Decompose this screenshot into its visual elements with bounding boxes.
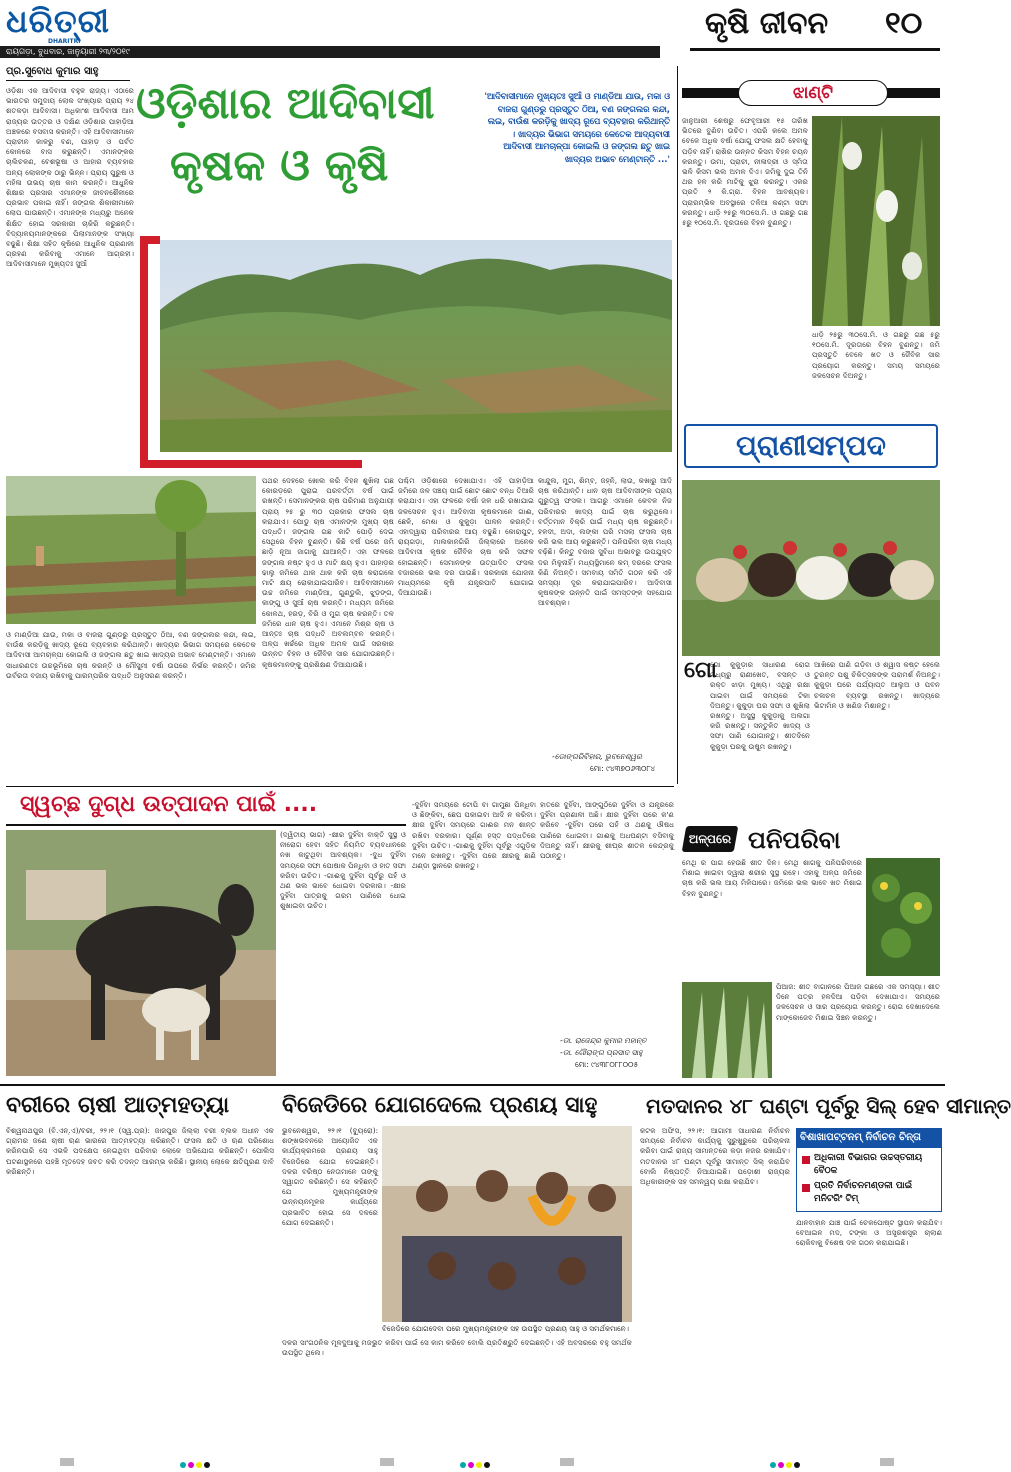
livestock-text-1: ଗୋ କୁକୁଡ଼ାର ସାଧାରଣ ରୋଗ ମଧ୍ୟରୁ ରାଣୀଖେତ, ବସନ୍ତ ଓ ରକ୍ତ ଝାଡ଼ା ମୁଖ୍ୟ। ଏଥିରୁ ରକ୍ଷା ପାଇବା ପାଇଁ ସମୟରେ ଟିକା ଦିଅନ୍ତୁ। କୁକୁଡ଼ା ଘର ସଫା ଓ ଶୁଖିଲା ରଖନ୍ତୁ। ଅସୁସ୍ଥ କୁକୁଡ଼ାକୁ ଅଲଗା କରି ରଖନ୍ତୁ। ସନ୍ତୁଳିତ ଖାଦ୍ୟ ଓ ସଫା ପାଣି ଯୋଗାନ୍ତୁ। ଶୀତଦିନେ କୁକୁଡ଼ା ଘରକୁ ଉଷୁମ ରଖନ୍ତୁ। <box>710 660 810 751</box>
news-text-2: ଭୁବନେଶ୍ୱର, ୨୨।୧ (ବ୍ୟୁରୋ): ଶଙ୍ଖଭବନରେ ଆୟୋଜିତ ଏକ କାର୍ଯ୍ୟକ୍ରମରେ ପ୍ରଣୟ ସାହୁ ବିଜେଡିରେ ଯୋଗ ଦେଇଛନ୍ତି। ଦଳର ବରିଷ୍ଠ ନେତାମାନେ ତାଙ୍କୁ ସ୍ୱାଗତ କରିଛନ୍ତି। ସେ କହିଛନ୍ତି ଯେ ମୁଖ୍ୟମନ୍ତ୍ରୀଙ୍କ ଉନ୍ନୟନମୂଳକ କାର୍ଯ୍ୟରେ ପ୍ରଭାବିତ ହୋଇ ସେ ଦଳରେ ଯୋଗ ଦେଇଛନ୍ତି। <box>282 1126 378 1227</box>
onion-text: ପିଆଜ: ଶୀତ ବାଗାନରେ ପିଆଜ ଗଛରେ ଏକ ସମସ୍ୟା। ଶୀତ ଦିନେ ପତ୍ର ହଳଦିଆ ପଡ଼ିବା ଦେଖାଯାଏ। ସମୟରେ ଜଳସେଚନ ଓ ସାର ପ୍ରୟୋଗ କରନ୍ତୁ। ରୋଗ ଦେଖାଦେଲେ ମାଙ୍କୋଜେବ ମିଶାଇ ସିଞ୍ଚନ କରନ୍ତୁ। <box>776 982 940 1022</box>
lead-column-1: ଓଡ଼ିଶା ଏକ ଆଦିବାସୀ ବହୁଳ ରାଜ୍ୟ। ଏଠାରେ ଭାରତର ସମୁଦାୟ ଲୋକ ସଂଖ୍ୟାର ପ୍ରାୟ ୨୪ ଶତକଡ଼ା ଆଦିବାସୀ। ଅଧିକାଂଶ ଆଦିବାସୀ ଆମ ରାଜ୍ୟର ଉତ୍ତର ଓ ଦକ୍ଷିଣ ଓଡ଼ିଶାର ପାହାଡ଼ିଆ ଅଞ୍ଚଳରେ ବସବାସ କରନ୍ତି। ଏହି ଆଦିବାସୀମାନେ ପ୍ରାଚୀନ କାଳରୁ ବଣ, ପାହାଡ଼ ଓ ପର୍ବତ କୋଳରେ ବାସ କରୁଛନ୍ତି। ଏମାନଙ୍କର ଚାଲିଚଳଣ, ବେଶଭୂଷା ଓ ଆହାର ବ୍ୟବହାର ଅନ୍ୟ ଲୋକଙ୍କ ଠାରୁ ଭିନ୍ନ। ପ୍ରାୟ ପୁରୁଷ ଓ ମହିଳା ଉଭୟ ଚାଷ କାମ କରନ୍ତି। ଆଧୁନିକ ଶିକ୍ଷାର ପ୍ରସାର ଏମାନଙ୍କ ଜୀବନଶୈଳୀରେ ପ୍ରଭାବ ପକାଇ ନାହିଁ। ଜଙ୍ଗଲ ଶିକାରୀମାନେ ଲୋପ ପାଉଛନ୍ତି। ଏମାନଙ୍କ ମଧ୍ୟରୁ ଅନେକ ଶିକ୍ଷିତ ହୋଇ ସରକାରୀ ଚାକିରି କରୁଛନ୍ତି। ବିଦ୍ୟାଳୟମାନଙ୍କରେ ପିଲାମାନଙ୍କ ସଂଖ୍ୟା ବଢୁଛି। ଶିକ୍ଷା ସହିତ କୃଷିରେ ଆଧୁନିକ ପ୍ରଣାଳୀ ଗ୍ରହଣ କରିବାକୁ ଏମାନେ ଆଗ୍ରହୀ। ଆଦିବାସୀମାନେ ମୁଖ୍ୟତଃ ସୁଆଁ <box>6 86 134 269</box>
column-rule-right <box>677 66 678 784</box>
print-marks <box>0 1452 945 1472</box>
byline-rule <box>6 80 130 81</box>
lead-column-1b: ଓ ମାଣ୍ଡିଆ ଯାଉ, ମକା ଓ ବାଜରା ଗୁଣ୍ଡରୁ ପ୍ରସ୍ତୁତ ଠିଆ, ବଣ ଜଙ୍ଗଲର କନ୍ଦା, ଲଇ, ବାଉଁଶ କରଡ଼ିକୁ ଖାଦ୍ୟ ରୂପେ ବ୍ୟବହାର କରିଥାନ୍ତି। ଖାଦ୍ୟର ଭିଭାଗ ସମୟରେ କେତେକ ଆଦିବାସୀ ଆମଚାଳ୍ପା କୋଇଲି ଓ ଜଙ୍ଗଲ ଛତୁ ଖାଇ ଖାଦ୍ୟର ଅଭାବ ମେଣ୍ଟାନ୍ତି। ଏମାନେ ସାଧାରଣତଃ ଉଚ୍ଚଭୂମିରେ ଚାଷ କରନ୍ତି ଓ ମୌସୁମୀ ବର୍ଷା ଉପରେ ନିର୍ଭର କରନ୍ତି। ଜମିର ଉର୍ବରତା ବଜାୟ ରଖିବାକୁ ପାରମ୍ପରିକ ପଦ୍ଧତି ଅନୁସରଣ କରନ୍ତି। <box>6 630 256 680</box>
logo-subtitle: DHARITRI <box>48 38 81 45</box>
logo: ଧରିତ୍ରୀ <box>6 2 110 40</box>
election-box-item-1: ଅଧିକାରୀ ବିଭାଗର ଉଚ୍ଚସ୍ତରୀୟ ବୈଠକ <box>814 1153 923 1176</box>
lead-column-3: ପଶ୍ଚିମ ଓଡ଼ିଶାରେ ଦେଖାଯାଏ। ଏହି ପାହାଡ଼ିଆ ଜମିରେ ଜଳ ସଞ୍ଚୟ ପାଇଁ ଛୋଟ ଛୋଟ ବନ୍ଧ ତିଆରି କରାଯାଏ। ଏହା ଫଳରେ ବର୍ଷା ଜଳ ଧରି ରଖାଯାଇ ଜଳସେଚନ ହୁଏ। ଆଦିବାସୀ କୃଷକମାନେ ଗାଈ, ଛେଳି, ମେଣ୍ଢା ଓ କୁକୁଡ଼ା ପାଳନ କରନ୍ତି। ଏହାଦ୍ୱାରା ପରିବାରର ଆୟ ବଢୁଛି। କୋରାପୁଟ, ରାୟଗଡ଼ା, ମାଲକାନଗିରି ଜିଲ୍ଲାରେ ଅନେକ ଆଦିବାସୀ କୃଷକ ଜୈବିକ ଚାଷ କରି ସଫଳ ହୋଇଛନ୍ତି। ସେମାନଙ୍କ ଉତ୍ପାଦିତ ଫସଲ ବଜାରରେ ଭଲ ଦର ପାଉଛି। ସରକାରୀ ଯୋଜନା ମାଧ୍ୟମରେ କୃଷି ଯନ୍ତ୍ରପାତି ଯୋଗାଇ ଦିଆଯାଉଛି। <box>398 476 534 598</box>
bjd-photo-caption: ବିଜେଡିରେ ଯୋଗଦେବା ପରେ ମୁଖ୍ୟମନ୍ତ୍ରୀଙ୍କ ସହ ଉପସ୍ଥିତ ପ୍ରଣୟ ସାହୁ ଓ ସମର୍ଥକମାନେ। <box>382 1324 629 1333</box>
news-headline-1: ବରୀରେ ଚାଷୀ ଆତ୍ମହତ୍ୟା <box>6 1093 230 1118</box>
fenugreek-photo <box>866 858 940 976</box>
millet-photo <box>812 116 940 326</box>
bjd-photo <box>382 1126 632 1322</box>
dairy-column-2: -ଦୁହିଁବା ସମୟରେ ଟୋପି ବା ଗାମୁଛା ପିନ୍ଧିବା ଓ ଛିଙ୍କିବା, ଛେପ ପକାଇବା ଆଦି ନ କରିବା। କ୍ଷୀର ଦୁହିଁବା ସମୟରେ ଗାଈର ମନ ଶାନ୍ତ ରଖିବା ଦରକାର। ପୂର୍ଣ୍ଣ ହସ୍ତ ପଦ୍ଧତିରେ ଦୁହିଁବା ଉଚିତ। -ଗାଈକୁ ଦୁହିଁବା ପୂର୍ବରୁ ଏଗୁଡ଼ିକ ମନେ ରଖନ୍ତୁ। -ଦୁହିଁବା ପରେ କ୍ଷୀରକୁ ଛାଣି ଥଣ୍ଡା ସ୍ଥାନରେ ରଖନ୍ତୁ। <box>412 800 536 871</box>
veg-tag: ଅଳ୍ପରେ <box>688 832 732 846</box>
lead-quote: 'ଆଦିବାସୀମାନେ ମୁଖ୍ୟତଃ ସୁଆଁ ଓ ମାଣ୍ଡିଆ ଯାଉ, ମକା ଓ ବାଜରା ଗୁଣ୍ଡରୁ ପ୍ରସ୍ତୁତ ଠିଆ, ବଣ ଜଙ୍ଗଲର କନ୍ଦା, ଲଇ, ବାଉଁଶ କରଡ଼ିକୁ ଖାଦ୍ୟ ରୂପେ ବ୍ୟବହାର କରିଥାନ୍ତି । ଖାଦ୍ୟର ଭିଭାଗ ସମୟରେ କେତେକ ଆଦ୍ୟବାସୀ ଆଦିବାସୀ ଆମଚାଳ୍ପା କୋଇଲି ଓ ଜଙ୍ଗଲ ଛତୁ ଖାଇ ଖାଦ୍ୟର ଅଭାବ ମେଣ୍ଟାନ୍ତି ...' <box>484 91 670 164</box>
news-headline-3: ମତଦାନର ୪୮ ଘଣ୍ଟା ପୂର୍ବରୁ ସିଲ୍ ହେବ ସୀମାନ୍ତ <box>646 1094 1011 1118</box>
lead-column-4: କାନ୍ଦୁଲ, ମୁଗ, ଶିମ୍ବ, ଜହ୍ନି, ଲାଉ, କଖାରୁ ଆଦି ଚାଷ କରିଥାନ୍ତି। ଧାନ ଚାଷ ଆଦିବାସୀଙ୍କ ପ୍ରାୟ ଗୁରୁତ୍ୱ ଫସଲ। ଆଗରୁ ଏମାନେ କେବଳ ନିଜ ପରିବାରର ଖାଦ୍ୟ ପାଇଁ ଚାଷ କରୁଥିଲେ। ବର୍ତ୍ତମାନ ବିକ୍ରି ପାଇଁ ମଧ୍ୟ ଚାଷ କରୁଛନ୍ତି। ହଳଦୀ, ଅଦା, ଲଙ୍କା ପରି ମସଲା ଫସଲ ଚାଷ କରି ଭଲ ଆୟ କରୁଛନ୍ତି। ପନିପରିବା ଚାଷ ମଧ୍ୟ ବଢ଼ିଛି। କିନ୍ତୁ ବଜାର ସୁବିଧା ଅଭାବରୁ ଉପଯୁକ୍ତ ଦର ମିଳୁନାହିଁ। ମଧ୍ୟସ୍ଥିମାନେ କମ୍ ଦରରେ ଫସଲ କିଣି ନିଅନ୍ତି। ସମବାୟ ସମିତି ଗଠନ କରି ଏହି ସମସ୍ୟା ଦୂର କରାଯାଇପାରିବ। ଆଦିବାସୀ କୃଷକଙ୍କ ଉନ୍ନତି ପାଇଁ ସମସ୍ତଙ୍କ ସହଯୋଗ ଆବଶ୍ୟକ। <box>538 476 672 608</box>
news-text-2b: ଦଳର ସାଂଗଠନିକ ମୂଳଦୁଆକୁ ମଜଭୁତ କରିବା ପାଇଁ ସେ କାମ କରିବେ ବୋଲି ପ୍ରତିଶ୍ରୁତି ଦେଇଛନ୍ତି। ଏହି ଅବସରରେ ବହୁ ସମର୍ଥକ ଉପସ୍ଥିତ ଥିଲେ। <box>282 1338 632 1358</box>
livestock-title: ପ୍ରାଣୀସମ୍ପଦ <box>736 429 886 462</box>
landscape-photo <box>160 240 672 452</box>
lead-headline-1: ଓଡ଼ିଶାର ଆଦିବାସୀ <box>136 79 435 129</box>
livestock-text-2: ଆଖିରେ ପାଣି ଗଡ଼ିବା ଓ ଶ୍ୱାସ କଷ୍ଟ ହେଲେ ତୁରନ୍ତ ପଶୁ ଚିକିତ୍ସକଙ୍କ ପରାମର୍ଶ ନିଅନ୍ତୁ। କୁକୁଡ଼ା ଘରେ ପର୍ଯ୍ୟାପ୍ତ ଆଲୁଅ ଓ ପବନ ଚଳାଚଳ ବ୍ୟବସ୍ଥା ରଖନ୍ତୁ। ଖାଦ୍ୟରେ ଭିଟାମିନ ଓ ଖଣିଜ ମିଶାନ୍ତୁ। <box>814 660 940 710</box>
dairy-column-3: ହାତରେ ଦୁହିଁବା, ଆଙ୍ଗୁଠିରେ ଦୁହିଁବା ଓ ଯନ୍ତ୍ରରେ ଦୁହିଁବା ପ୍ରଣାଳୀ ଅଛି। କ୍ଷୀର ଦୁହିଁବା ପରେ କ'ଣ କରିବେ -ଦୁହିଁବା ପରେ ପହଁ ଓ ଥଣକୁ ଔଷଧ ପାଣିରେ ଧୋଇବା। ଗାଈକୁ ଅଧଘଣ୍ଟା ବସିବାକୁ ଦିଅନ୍ତୁ ନାହିଁ। କ୍ଷୀରକୁ ଶୀଘ୍ର ଶୀତଳ କେନ୍ଦ୍ରକୁ ପଠାନ୍ତୁ। <box>540 800 674 861</box>
news-text-1: ବିଶ୍ୱନାଥପୁର (ବି.ଏନ୍.ଏ)/ବରୀ, ୨୨।୧ (ସ୍ୱ.ପ୍ର): ଜାଜପୁର ଜିଲ୍ଲା ବରୀ ବ୍ଲକ ଅଧୀନ ଏକ ଗ୍ରାମର ଜଣେ ଚାଷୀ ଋଣ ଭାରରେ ଆତ୍ମହତ୍ୟା କରିଛନ୍ତି। ଫସଲ କ୍ଷତି ଓ ଋଣ ପରିଶୋଧ କରିନପାରି ସେ ଏଭଳି ପଦକ୍ଷେପ ନେଇଥିବା ପରିବାର ଲୋକେ ଅଭିଯୋଗ କରିଛନ୍ତି। ପୋଲିସ ଘଟଣାସ୍ଥଳରେ ପହଞ୍ଚି ମୃତଦେହ ଜବତ କରି ତଦନ୍ତ ଆରମ୍ଭ କରିଛି। ସ୍ଥାନୀୟ ଲୋକେ କ୍ଷତିପୂରଣ ଦାବି କରିଛନ୍ତି। <box>6 1126 274 1176</box>
news-top-rule <box>0 1084 945 1086</box>
millet-title: ଝାଣ୍ଟି <box>792 83 834 103</box>
page-number: ୧୦ <box>885 6 923 41</box>
cow-photo <box>6 830 276 1076</box>
section-title: କୃଷି ଜୀବନ <box>705 6 829 41</box>
dateline: ରାୟଗଡ଼ା, ବୁଧବାର, ଜାନୁୟାରୀ ୨୩/୨୦୧୯ <box>6 47 130 56</box>
lead-byline: ପ୍ର.ସୁବୋଧ କୁମାର ସାହୁ <box>6 66 99 77</box>
garden-photo <box>6 476 256 624</box>
dairy-column-1: (ଦ୍ୱିତୀୟ ଭାଗ) -କ୍ଷୀର ଦୁହିଁବା ବାକ୍ତି ସୁସ୍ଥ ଓ ନୀରୋଗ ହେବା ସହିତ ନିୟମିତ ବ୍ୟବଧାନରେ ନଖ କାଟୁଥିବା ଆବଶ୍ୟକ। -ଦୁଧ ଦୁହିଁବା ସମୟରେ ସଫା ପୋଷାକ ପିନ୍ଧିବା ଓ ହାତ ସଫା କରିବା ଉଚିତ। -ଗାଈକୁ ଦୁହିଁବା ପୂର୍ବରୁ ପହଁ ଓ ଥଣ ଭଲ ଭାବେ ଧୋଇବା ଦରକାର। -କ୍ଷୀର ଦୁହିଁବା ପାତ୍ରକୁ ଗରମ ପାଣିରେ ଧୋଇ ଶୁଖାଇବା ଉଚିତ। <box>280 830 406 911</box>
lead-column-2: ପଥର ଦେହରେ ଖୋଲ କରି ବିହନ ଶୁଖିଲା ଗଛ କୋରଡ଼ରେ ପୁରାଇ ପରବର୍ତ୍ତୀ ବର୍ଷ ପାଇଁ ରଖନ୍ତି। ସେମାନଙ୍କର ଚାଷ ପରିମାଣ ଅନୁଯାୟୀ ପ୍ରାୟ ୨୫ ରୁ ୩୦ ପ୍ରକାର ଫସଲ ଚାଷ କରାଯାଏ। ପୋଡୁ ଚାଷ ଏମାନଙ୍କ ମୁଖ୍ୟ ଚାଷ ପଦ୍ଧତି। ଜଙ୍ଗଲ ଗଛ କାଟି ପୋଡ଼ି ଦେଇ ସେଥିରେ ବିହନ ବୁଣନ୍ତି। କିଛି ବର୍ଷ ପରେ ଜମି ଛାଡ଼ି ନୂଆ ଜାଗାକୁ ଯାଆନ୍ତି। ଏହା ଫଳରେ ଜଙ୍ଗଲ ନଷ୍ଟ ହୁଏ ଓ ମାଟି କ୍ଷୟ ହୁଏ। ପାହାଡ଼ର ଢାଲୁ ଜମିରେ ଥାକ ଥାକ କରି ଚାଷ କରାଗଲେ ମାଟି କ୍ଷୟ ରୋକାଯାଇପାରିବ। ଆଦିବାସୀମାନେ ଉଚ୍ଚ ଜମିରେ ମାଣ୍ଡିଆ, ଗୁଣ୍ଡୁଲି, ଝୁଡ଼ଙ୍ଗ, କାଙ୍ଗୁ ଓ ସୁଆଁ ଚାଷ କରନ୍ତି। ମଧ୍ୟମ ଜମିରେ କୋଳଥ, ହରଡ଼, ବିରି ଓ ମୁଗ ଚାଷ କରନ୍ତି। ତଳ ଜମିରେ ଧାନ ଚାଷ ହୁଏ। ଏମାନେ ମିଶ୍ର ଚାଷ ଓ ଆନ୍ତଃ ଚାଷ ପଦ୍ଧତି ଅବଲମ୍ବନ କରନ୍ତି। ଅଳ୍ପ ଖର୍ଚ୍ଚରେ ଅଧିକ ଅମଳ ପାଇଁ ସରକାର ଉନ୍ନତ ବିହନ ଓ ଜୈବିକ ସାର ଯୋଗାଉଛନ୍ତି। କୃଷକମାନଙ୍କୁ ପ୍ରଶିକ୍ଷଣ ଦିଆଯାଉଛି। <box>262 476 394 669</box>
election-box-bullet-1 <box>802 1156 810 1164</box>
masthead-rule <box>690 48 940 51</box>
lead-signoff: -ଡୋଙ୍ଗରିବିହାର, ଭୁବନେଶ୍ୱର <box>552 752 642 761</box>
onion-photo <box>682 982 772 1078</box>
lead-headline-2: କୃଷକ ଓ କୃଷି <box>170 141 389 191</box>
election-box-bullet-2 <box>802 1184 810 1192</box>
poultry-photo <box>682 480 940 656</box>
masthead <box>0 0 945 60</box>
dairy-sign-1: -ଡା. ରାଜେନ୍ଦ୍ର କୁମାର ମହାନ୍ତ <box>560 1036 647 1045</box>
dairy-title: ସ୍ୱଚ୍ଛ ଦୁଗ୍ଧ ଉତ୍ପାଦନ ପାଇଁ .... <box>20 792 318 817</box>
dairy-title-rule <box>6 824 406 826</box>
news-headline-2: ବିଜେଡିରେ ଯୋଗଦେଲେ ପ୍ରଣୟ ସାହୁ <box>282 1093 598 1118</box>
election-box-item-2: ପ୍ରତି ନିର୍ବାଚନମଣ୍ଡଳୀ ପାଇଁ ମନିଟରିଂ ଟିମ୍ <box>814 1181 913 1204</box>
millet-text-b: ଧାଡ଼ି ୨୫ରୁ ୩୦ସେ.ମି. ଓ ଗଛରୁ ଗଛ ୫ରୁ ୧୦ସେ.ମି. ଦୂରତାରେ ବିହନ ବୁଣନ୍ତୁ। ଜମି ପ୍ରସ୍ତୁତି ବେଳେ ଖତ ଓ ଜୈବିକ ସାର ପ୍ରୟୋଗ କରନ୍ତୁ। ସମୟ ସମୟରେ ଜଳସେଚନ ଦିଅନ୍ତୁ। <box>812 330 940 380</box>
millet-text: ଜାନୁଆରୀ ଶେଷରୁ ଫେବୃଆରୀ ୧୫ ତାରିଖ ଭିତରେ ବୁଣିବା ଉଚିତ। ଏପରି କଲେ ଅମଳ ବେଳେ ଅଧିକ ବର୍ଷା ଯୋଗୁ ଫସଲ କ୍ଷତି ହେବାକୁ ପଡ଼ିବ ନାହିଁ। ରାଶିର ଉନ୍ନତ କିସମ ବିହନ ଚୟନ କରନ୍ତୁ। ଉମା, ପ୍ରାଚୀ, ନୀଳାଦ୍ରୀ ଓ ସ୍ମିତା ଭଳି କିସମ ଭଲ ଅମଳ ଦିଏ। ଜମିକୁ ଦୁଇ ତିନି ଥର ହଳ କରି ମାଟିକୁ ଝୁରା କରନ୍ତୁ। ଏକର ପ୍ରତି ୨ କି.ଗ୍ରା. ବିହନ ଆବଶ୍ୟକ। ପ୍ରାରମ୍ଭିକ ଅବସ୍ଥାରେ ତଳିଆ କଣ୍ଟା ସଫା କରନ୍ତୁ। ଧାଡ଼ି ୨୫ରୁ ୩୦ସେ.ମି. ଓ ଗଛରୁ ଗଛ ୫ରୁ ୧୦ସେ.ମି. ଦୂରତାରେ ବିହନ ବୁଣନ୍ତୁ। <box>682 116 808 228</box>
news-text-3b: ଯାନବାହାନ ଯାଞ୍ଚ ପାଇଁ ଚେକପୋଷ୍ଟ ସ୍ଥାପନ କରାଯିବ। ବେଆଇନ ମଦ, ଟଙ୍କା ଓ ଅସ୍ତ୍ରଶସ୍ତ୍ର ଚାଲାଣ ରୋକିବାକୁ ବିଶେଷ ଦଳ ଗଠନ କରାଯାଇଛି। <box>796 1218 942 1248</box>
news-text-3: କଟକ ଅଫିସ, ୨୨।୧: ଆଗାମୀ ସାଧାରଣ ନିର୍ବାଚନ ସମୟରେ ନିର୍ବାଚନ କାର୍ଯ୍ୟକୁ ସୁରୁଖୁରୁରେ ପରିଚାଳନା କରିବା ପାଇଁ ରାଜ୍ୟ ସୀମାନ୍ତରେ କଡ଼ା ନଜର ରଖାଯିବ। ମତଦାନର ୪୮ ଘଣ୍ଟା ପୂର୍ବରୁ ସୀମାନ୍ତ ସିଲ୍ କରାଯିବ ବୋଲି ନିଷ୍ପତ୍ତି ନିଆଯାଇଛି। ପଡ଼ୋଶୀ ରାଜ୍ୟର ଅଧିକାରୀଙ୍କ ସହ ସମନ୍ୱୟ ରକ୍ଷା କରାଯିବ। <box>640 1126 790 1187</box>
election-box-title: ବିଶାଖାପଟ୍ଟନମ୍ ନିର୍ବାଚନ ଚିନ୍ତା <box>800 1132 921 1143</box>
red-bracket-vertical <box>140 236 148 468</box>
red-bracket-top <box>140 236 160 244</box>
veg-text: ମେଥି ର ପାଗ ହେଉଛି ଶୀତ ଦିନ। ମେଥି ଶାଗକୁ ପନିପରିବାରେ ମିଶାଇ ଖାଇବା ଦ୍ୱାରା ଶରୀର ସୁସ୍ଥ ରହେ। ଏହାକୁ ଅଳ୍ପ ଜମିରେ ଚାଷ କରି ଭଲ ଆୟ ମିଳିପାରେ। ଜମିରେ ଭଲ ଭାବେ ଖତ ମିଶାଇ ବିହନ ବୁଣନ୍ତୁ। <box>682 858 862 898</box>
livestock-dropcap: ଗୋ <box>684 658 717 683</box>
red-bracket-bottom <box>140 460 362 468</box>
dairy-sign-2: -ଡା. ଗୌରାଙ୍ଗ ପ୍ରସାଦ ସାହୁ <box>560 1048 643 1057</box>
lead-phone: ମୋ: ୯୪୩୭୦୬୩୦୮୪ <box>590 764 656 773</box>
dairy-phone: ମୋ: ୯୪୩୮୦୮୮୦୦୫ <box>575 1060 639 1069</box>
dairy-top-rule <box>6 786 674 787</box>
veg-title: ପନିପରିବା <box>748 826 841 854</box>
